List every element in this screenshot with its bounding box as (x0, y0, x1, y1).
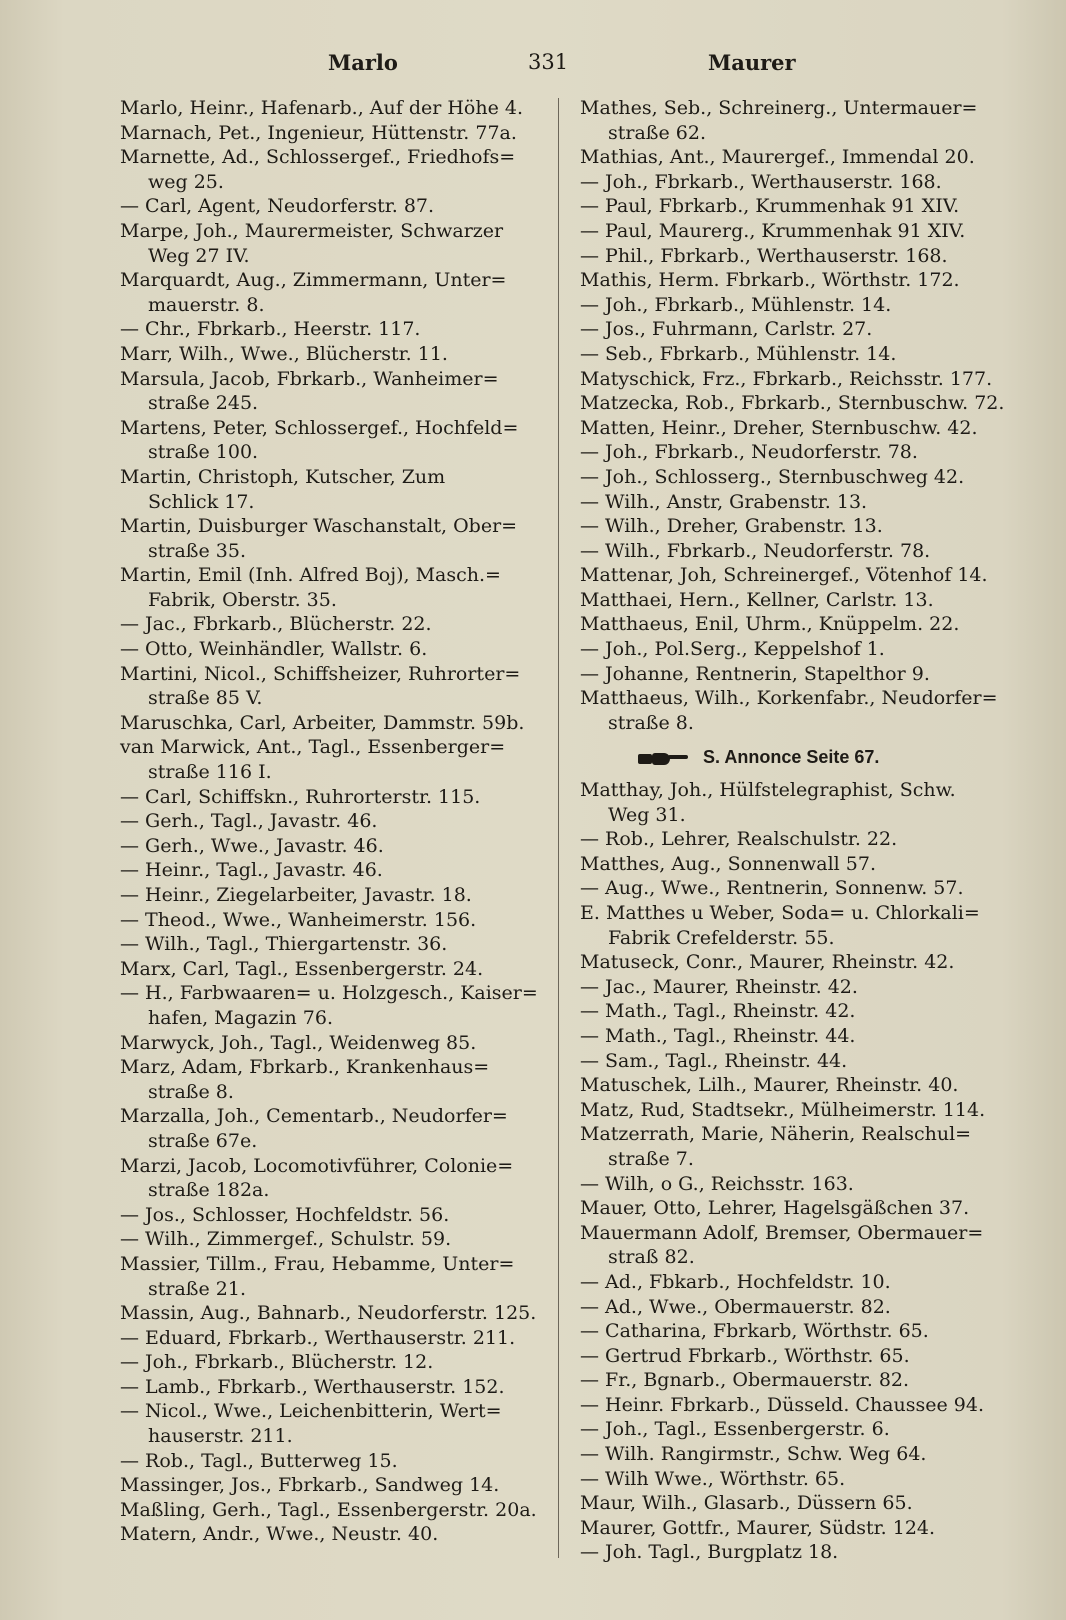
entry-line: Marzi, Jacob, Locomotivführer, Colonie= (120, 1154, 514, 1177)
directory-entry (580, 1049, 1010, 1074)
directory-entry (120, 637, 548, 662)
directory-entry (580, 778, 1010, 827)
directory-entry (580, 490, 1010, 515)
directory-entry (120, 858, 548, 883)
directory-entry (120, 145, 548, 194)
entry-line: Maur, Wilh., Glasarb., Düssern 65. (580, 1492, 913, 1515)
entry-line: — Joh., Pol.Serg., Keppelshof 1. (580, 638, 885, 661)
entry-continuation-line: mauerstr. 8. (148, 293, 265, 316)
entry-line: — Nicol., Wwe., Leichenbitterin, Wert= (120, 1400, 502, 1423)
entry-line: Mauer, Otto, Lehrer, Hagelsgäßchen 37. (580, 1197, 970, 1220)
entry-line: Mathis, Herm. Fbrkarb., Wörthstr. 172. (580, 269, 960, 292)
entry-line: Mathes, Seb., Schreinerg., Untermauer= (580, 97, 978, 119)
entry-line: — Paul, Maurerg., Krummenhak 91 XIV. (580, 219, 966, 242)
entry-line: — Wilh Wwe., Wörthstr. 65. (580, 1467, 846, 1490)
page-header (60, 44, 1006, 80)
directory-entry (580, 1270, 1010, 1295)
entry-line: Marx, Carl, Tagl., Essenbergerstr. 24. (120, 957, 484, 980)
column-divider (558, 98, 559, 1558)
entry-line: — Joh., Fbrkarb., Neudorferstr. 78. (580, 441, 918, 464)
entry-line: — Seb., Fbrkarb., Mühlenstr. 14. (580, 342, 897, 365)
directory-entry (120, 121, 548, 146)
directory-entry (120, 342, 548, 367)
directory-entry (580, 686, 1010, 735)
entry-continuation-line: hauserstr. 211. (148, 1425, 293, 1448)
directory-entry (120, 1326, 548, 1351)
directory-entry (580, 1467, 1010, 1492)
directory-entry (120, 834, 548, 859)
directory-entry (580, 391, 1010, 416)
entry-line: Martens, Peter, Schlossergef., Hochfeld= (120, 416, 519, 439)
directory-entry (580, 901, 1010, 950)
entry-line: Marr, Wilh., Wwe., Blücherstr. 11. (120, 342, 448, 365)
entry-line: — Wilh. Rangirmstr., Schw. Weg 64. (580, 1443, 927, 1466)
entry-line: Martin, Emil (Inh. Alfred Boj), Masch.= (120, 564, 501, 587)
directory-entry (580, 1221, 1010, 1270)
entry-line: Marnach, Pet., Ingenieur, Hüttenstr. 77a. (120, 121, 517, 144)
entry-line: — Gerh., Wwe., Javastr. 46. (120, 834, 384, 857)
directory-entry (580, 563, 1010, 588)
directory-entry (580, 1368, 1010, 1393)
entry-line: Mathias, Ant., Maurergef., Immendal 20. (580, 146, 975, 169)
entry-continuation-line: Schlick 17. (148, 490, 255, 513)
entry-continuation-line: Weg 31. (608, 803, 686, 826)
entry-line: — Heinr., Tagl., Javastr. 46. (120, 859, 383, 882)
directory-entry (120, 514, 548, 563)
entry-line: — Eduard, Fbrkarb., Werthauserstr. 211. (120, 1326, 516, 1349)
entry-continuation-line: hafen, Magazin 76. (148, 1006, 334, 1029)
directory-entry (580, 1344, 1010, 1369)
directory-entry (120, 735, 548, 784)
directory-entry (580, 1122, 1010, 1171)
directory-entry (120, 711, 548, 736)
directory-entry (120, 1104, 548, 1153)
entry-line: — Joh., Schlosserg., Sternbuschweg 42. (580, 465, 965, 488)
entry-line: — Jos., Fuhrmann, Carlstr. 27. (580, 318, 873, 341)
pointing-hand-icon (638, 752, 688, 766)
directory-entry (120, 219, 548, 268)
directory-entry (580, 950, 1010, 975)
directory-entry (580, 827, 1010, 852)
entry-line: — Wilh, o G., Reichsstr. 163. (580, 1172, 854, 1195)
entry-line: Marnette, Ad., Schlossergef., Friedhofs= (120, 146, 516, 169)
directory-entry (580, 1516, 1010, 1541)
entry-continuation-line: straße 7. (608, 1147, 694, 1170)
directory-entry (580, 1024, 1010, 1049)
entry-line: — Joh., Fbrkarb., Blücherstr. 12. (120, 1351, 434, 1374)
directory-entry (580, 317, 1010, 342)
entry-line: Matzecka, Rob., Fbrkarb., Sternbuschw. 72. (580, 392, 1005, 415)
annonce-text: S. Annonce Seite 67. (703, 747, 880, 768)
entry-line: — Joh., Tagl., Essenbergerstr. 6. (580, 1418, 890, 1441)
directory-entry (580, 999, 1010, 1024)
entry-continuation-line: straße 8. (148, 1080, 234, 1103)
directory-entry (120, 957, 548, 982)
entry-line: — Joh. Tagl., Burgplatz 18. (580, 1541, 839, 1564)
directory-entry (120, 1498, 548, 1523)
directory-entry (120, 1449, 548, 1474)
directory-entry (580, 1073, 1010, 1098)
entry-continuation-line: Fabrik, Oberstr. 35. (148, 588, 337, 611)
directory-entry (120, 1055, 548, 1104)
directory-entry (120, 785, 548, 810)
directory-entry (120, 416, 548, 465)
directory-entry (580, 170, 1010, 195)
header-left-keyword: Marlo (328, 50, 398, 75)
entry-line: Marz, Adam, Fbrkarb., Krankenhaus= (120, 1056, 490, 1079)
directory-entry (120, 96, 548, 121)
entry-continuation-line: straße 62. (608, 121, 706, 144)
entry-continuation-line: straße 8. (608, 711, 694, 734)
entry-continuation-line: Fabrik Crefelderstr. 55. (608, 926, 835, 949)
entry-continuation-line: straße 67e. (148, 1129, 258, 1152)
right-column (580, 96, 1010, 1565)
directory-entry (580, 440, 1010, 465)
entry-line: — Math., Tagl., Rheinstr. 42. (580, 1000, 856, 1023)
entry-line: — Jac., Fbrkarb., Blücherstr. 22. (120, 613, 432, 636)
directory-entry (120, 465, 548, 514)
entry-line: Massin, Aug., Bahnarb., Neudorferstr. 125. (120, 1302, 537, 1325)
entry-line: — Rob., Tagl., Butterweg 15. (120, 1449, 398, 1472)
entry-line: Martini, Nicol., Schiffsheizer, Ruhrorter= (120, 662, 521, 685)
directory-entry (120, 883, 548, 908)
directory-entry (120, 1031, 548, 1056)
entry-line: Marzalla, Joh., Cementarb., Neudorfer= (120, 1105, 508, 1128)
entry-line: Matten, Heinr., Dreher, Sternbuschw. 42. (580, 416, 978, 439)
entry-line: — Rob., Lehrer, Realschulstr. 22. (580, 828, 898, 851)
entry-line: — Wilh., Tagl., Thiergartenstr. 36. (120, 933, 448, 956)
directory-entry (120, 1227, 548, 1252)
left-column (120, 96, 548, 1547)
directory-entry (580, 1417, 1010, 1442)
directory-entry (580, 416, 1010, 441)
directory-entry (580, 1295, 1010, 1320)
directory-entry (580, 514, 1010, 539)
entry-line: E. Matthes u Weber, Soda= u. Chlorkali= (580, 902, 980, 924)
directory-entry (580, 852, 1010, 877)
entry-line: — Ad., Wwe., Obermauerstr. 82. (580, 1295, 891, 1318)
entry-line: Mattenar, Joh, Schreinergef., Vötenhof 14. (580, 564, 988, 587)
directory-entry (580, 612, 1010, 637)
directory-entry (580, 539, 1010, 564)
entry-line: Matyschick, Frz., Fbrkarb., Reichsstr. 177. (580, 367, 993, 390)
entry-line: — Ad., Fbkarb., Hochfeldstr. 10. (580, 1270, 891, 1293)
entry-line: — H., Farbwaaren= u. Holzgesch., Kaiser= (120, 982, 538, 1005)
entry-continuation-line: straße 245. (148, 392, 259, 415)
directory-entry (580, 145, 1010, 170)
directory-entry (580, 1172, 1010, 1197)
header-right-keyword: Maurer (708, 50, 796, 75)
entry-line: — Gerh., Tagl., Javastr. 46. (120, 810, 378, 833)
entry-continuation-line: straße 35. (148, 539, 246, 562)
directory-entry (580, 1540, 1010, 1565)
entry-line: Marsula, Jacob, Fbrkarb., Wanheimer= (120, 367, 499, 390)
directory-entry (580, 268, 1010, 293)
entry-line: — Johanne, Rentnerin, Stapelthor 9. (580, 662, 930, 685)
entry-line: — Carl, Schiffskn., Ruhrorterstr. 115. (120, 785, 481, 808)
directory-entry (120, 194, 548, 219)
entry-line: Maruschka, Carl, Arbeiter, Dammstr. 59b. (120, 711, 525, 734)
entry-line: — Otto, Weinhändler, Wallstr. 6. (120, 638, 428, 661)
entry-line: Matthay, Joh., Hülfstelegraphist, Schw. (580, 779, 956, 802)
entry-continuation-line: straße 116 I. (148, 761, 272, 784)
entry-continuation-line: weg 25. (148, 170, 224, 193)
entry-line: — Phil., Fbrkarb., Werthauserstr. 168. (580, 244, 948, 267)
directory-entry (120, 662, 548, 711)
entry-line: — Fr., Bgnarb., Obermauerstr. 82. (580, 1369, 910, 1392)
directory-entry (120, 1375, 548, 1400)
directory-entry (120, 908, 548, 933)
entry-continuation-line: straß 82. (608, 1246, 695, 1269)
directory-entry (580, 1393, 1010, 1418)
directory-entry (580, 367, 1010, 392)
entry-line: — Chr., Fbrkarb., Heerstr. 117. (120, 318, 421, 341)
entry-line: Marpe, Joh., Maurermeister, Schwarzer (120, 219, 504, 242)
entry-line: Maßling, Gerh., Tagl., Essenbergerstr. 20a. (120, 1498, 537, 1521)
directory-entry (580, 96, 1010, 145)
entry-line: — Gertrud Fbrkarb., Wörthstr. 65. (580, 1344, 910, 1367)
annonce-notice (638, 745, 1010, 770)
entry-line: Matuschek, Lilh., Maurer, Rheinstr. 40. (580, 1074, 959, 1097)
directory-entry (120, 1522, 548, 1547)
right-column-top (580, 96, 1010, 735)
directory-entry (580, 637, 1010, 662)
entry-line: Matthes, Aug., Sonnenwall 57. (580, 852, 877, 875)
entry-line: Marquardt, Aug., Zimmermann, Unter= (120, 269, 507, 292)
directory-entry (120, 1203, 548, 1228)
directory-entry (120, 809, 548, 834)
entry-line: — Wilh., Anstr, Grabenstr. 13. (580, 490, 868, 513)
right-column-bottom (580, 778, 1010, 1565)
directory-entry (120, 317, 548, 342)
entry-line: Martin, Christoph, Kutscher, Zum (120, 465, 446, 488)
directory-entry (120, 1154, 548, 1203)
directory-entry (120, 1350, 548, 1375)
directory-entry (580, 1319, 1010, 1344)
directory-entry (580, 876, 1010, 901)
entry-line: Marwyck, Joh., Tagl., Weidenweg 85. (120, 1031, 477, 1054)
directory-entry (120, 367, 548, 416)
entry-line: — Sam., Tagl., Rheinstr. 44. (580, 1049, 848, 1072)
entry-line: Matthaei, Hern., Kellner, Carlstr. 13. (580, 588, 934, 611)
directory-entry (120, 268, 548, 317)
directory-entry (120, 612, 548, 637)
directory-entry (120, 1252, 548, 1301)
directory-entry (120, 1301, 548, 1326)
entry-continuation-line: straße 85 V. (148, 687, 263, 710)
entry-line: Matz, Rud, Stadtsekr., Mülheimerstr. 114. (580, 1098, 986, 1121)
directory-entry (580, 293, 1010, 318)
entry-line: van Marwick, Ant., Tagl., Essenberger= (120, 736, 506, 759)
entry-line: — Joh., Fbrkarb., Werthauserstr. 168. (580, 170, 942, 193)
directory-entry (580, 588, 1010, 613)
directory-entry (580, 194, 1010, 219)
entry-line: — Math., Tagl., Rheinstr. 44. (580, 1024, 856, 1047)
directory-entry (580, 465, 1010, 490)
entry-line: Mauermann Adolf, Bremser, Obermauer= (580, 1221, 984, 1244)
directory-entry (580, 975, 1010, 1000)
entry-line: — Wilh., Dreher, Grabenstr. 13. (580, 515, 883, 538)
directory-entry (120, 932, 548, 957)
directory-entry (580, 1196, 1010, 1221)
directory-entry (580, 244, 1010, 269)
entry-line: Matuseck, Conr., Maurer, Rheinstr. 42. (580, 951, 955, 974)
entry-line: Massier, Tillm., Frau, Hebamme, Unter= (120, 1252, 515, 1275)
entry-line: — Catharina, Fbrkarb, Wörthstr. 65. (580, 1320, 929, 1343)
entry-line: — Wilh., Zimmergef., Schulstr. 59. (120, 1228, 452, 1251)
entry-line: Matern, Andr., Wwe., Neustr. 40. (120, 1523, 439, 1546)
entry-line: — Wilh., Fbrkarb., Neudorferstr. 78. (580, 539, 931, 562)
entry-line: — Heinr. Fbrkarb., Düsseld. Chaussee 94. (580, 1393, 984, 1416)
entry-line: — Carl, Agent, Neudorferstr. 87. (120, 195, 435, 218)
directory-entry (580, 1098, 1010, 1123)
page-number: 331 (528, 50, 569, 74)
directory-entry (120, 981, 548, 1030)
entry-line: — Joh., Fbrkarb., Mühlenstr. 14. (580, 293, 892, 316)
entry-line: — Jos., Schlosser, Hochfeldstr. 56. (120, 1203, 450, 1226)
directory-entry (580, 1491, 1010, 1516)
entry-line: Maurer, Gottfr., Maurer, Südstr. 124. (580, 1516, 936, 1539)
entry-line: Matthaeus, Wilh., Korkenfabr., Neudorfer= (580, 687, 998, 710)
entry-line: Matzerrath, Marie, Näherin, Realschul= (580, 1123, 972, 1146)
entry-continuation-line: straße 182a. (148, 1179, 270, 1202)
entry-line: — Aug., Wwe., Rentnerin, Sonnenw. 57. (580, 877, 964, 900)
directory-entry (120, 563, 548, 612)
entry-continuation-line: Weg 27 IV. (148, 244, 250, 267)
entry-line: Massinger, Jos., Fbrkarb., Sandweg 14. (120, 1474, 500, 1497)
entry-line: — Heinr., Ziegelarbeiter, Javastr. 18. (120, 884, 472, 906)
directory-entry (580, 662, 1010, 687)
directory-entry (580, 219, 1010, 244)
directory-entry (120, 1473, 548, 1498)
entry-line: — Paul, Fbrkarb., Krummenhak 91 XIV. (580, 195, 960, 218)
entry-line: — Jac., Maurer, Rheinstr. 42. (580, 975, 858, 998)
entry-line: — Lamb., Fbrkarb., Werthauserstr. 152. (120, 1375, 505, 1398)
directory-entry (120, 1399, 548, 1448)
entry-continuation-line: straße 21. (148, 1277, 246, 1300)
directory-entry (580, 1442, 1010, 1467)
entry-line: Martin, Duisburger Waschanstalt, Ober= (120, 515, 518, 538)
directory-entry (580, 342, 1010, 367)
entry-line: Marlo, Heinr., Hafenarb., Auf der Höhe 4. (120, 97, 524, 119)
entry-continuation-line: straße 100. (148, 441, 259, 464)
entry-line: Matthaeus, Enil, Uhrm., Knüppelm. 22. (580, 613, 960, 636)
entry-line: — Theod., Wwe., Wanheimerstr. 156. (120, 908, 477, 931)
